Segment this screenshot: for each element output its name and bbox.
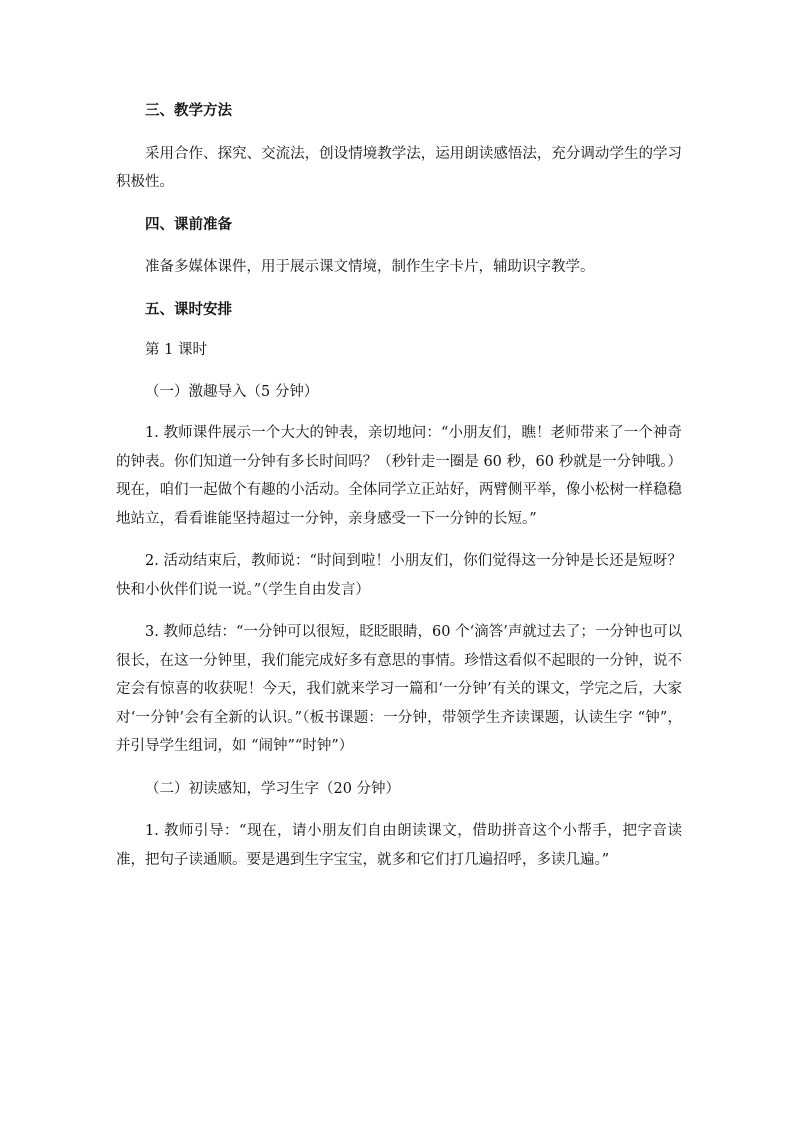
intro-step-3-paragraph: 3. 教师总结：“一分钟可以很短，眨眨眼睛，60 个‘滴答’声就过去了；一分钟也可以很长，在这一分钟里，我们能完成好多有意思的事情。珍惜这看似不起眼的一分钟，说不定会有惊喜的收获呢！今天，我们就来学习一篇和‘一分钟’有关的课文，学完之后，大家对‘一分钟’会有全新的认识。”（板书课题：一分钟，带领学生齐读课题，认读生字 “钟”，并引导学生组词，如 “闹钟”“时钟”） bbox=[116, 624, 682, 754]
first-reading-step-1-paragraph: 1. 教师引导：“现在，请小朋友们自由朗读课文，借助拼音这个小帮手，把字音读准，把句子读通顺。要是遇到生字宝宝，就多和它们打几遍招呼，多读几遍。” bbox=[116, 823, 682, 868]
intro-step-2-paragraph: 2. 活动结束后，教师说：“时间到啦！小朋友们，你们觉得这一分钟是长还是短呀？快和小伙伴们说一说。”（学生自由发言） bbox=[116, 553, 682, 598]
lesson-period-label: 第 1 课时 bbox=[145, 342, 207, 358]
section-heading-schedule: 五、课时安排 bbox=[145, 300, 232, 318]
subsection-heading-first-reading: （二）初读感知，学习生字（20 分钟） bbox=[145, 780, 401, 797]
section-heading-teaching-methods: 三、教学方法 bbox=[145, 102, 232, 119]
preparation-paragraph: 准备多媒体课件，用于展示课文情境，制作生字卡片，辅助识字教学。 bbox=[145, 259, 595, 275]
section-heading-preparation: 四、课前准备 bbox=[145, 215, 232, 233]
intro-step-1-paragraph: 1. 教师课件展示一个大大的钟表，亲切地问：“小朋友们，瞧！老师带来了一个神奇的钟表。你们知道一分钟有多长时间吗？（秒针走一圈是 60 秒，60 秒就是一分钟哦。）现在，咱们一起做个有趣的小活动。全体同学立正站好，两臂侧平举，像小松树一样稳稳地站立，看看谁能坚持超过一分钟，亲身感受一下一分钟的长短。” bbox=[116, 425, 682, 527]
document-body bbox=[116, 97, 682, 874]
teaching-methods-paragraph: 采用合作、探究、交流法，创设情境教学法，运用朗读感悟法，充分调动学生的学习积极性。 bbox=[116, 145, 682, 190]
subsection-heading-intro: （一）激趣导入（5 分钟） bbox=[145, 383, 319, 400]
